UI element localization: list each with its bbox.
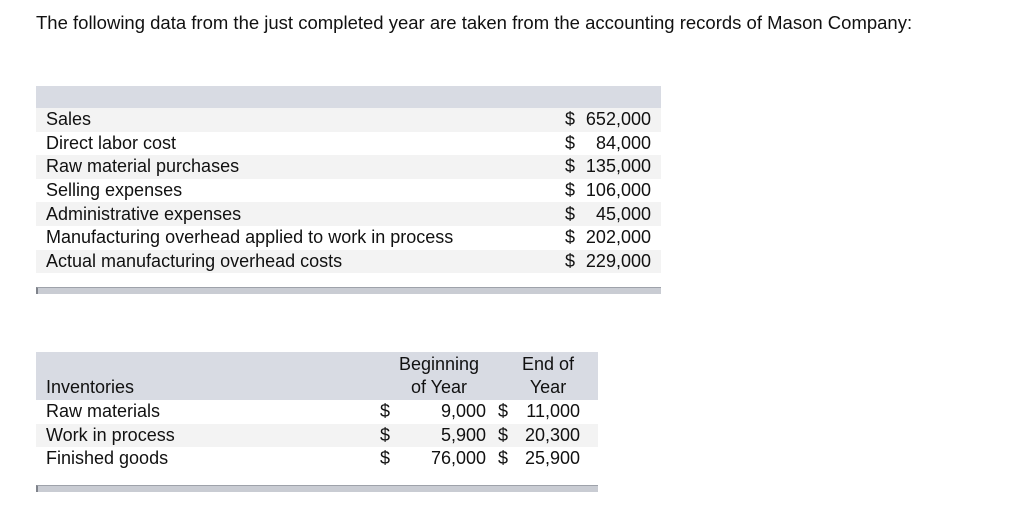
row-amount: 84,000 bbox=[595, 132, 651, 153]
currency-symbol: $ bbox=[565, 156, 576, 177]
inventories-header-label: Inventories bbox=[46, 377, 135, 397]
currency-symbol: $ bbox=[565, 203, 576, 224]
cost-data-table bbox=[36, 86, 661, 294]
column-header-line: Beginning bbox=[398, 354, 480, 374]
row-label: Finished goods bbox=[46, 448, 169, 469]
beginning-amount: 9,000 bbox=[440, 401, 486, 422]
table-row bbox=[36, 447, 598, 471]
intro-text: The following data from the just completed year are taken from the accounting records of Mason Company: bbox=[36, 12, 913, 33]
currency-symbol: $ bbox=[565, 109, 576, 130]
table-row bbox=[36, 250, 661, 274]
table-footer-rule bbox=[36, 485, 598, 492]
currency-symbol: $ bbox=[380, 401, 391, 422]
row-label: Selling expenses bbox=[46, 180, 183, 201]
ending-amount: 20,300 bbox=[524, 424, 580, 445]
row-label: Raw material purchases bbox=[46, 156, 240, 177]
table-row bbox=[36, 132, 661, 156]
beginning-amount: 76,000 bbox=[430, 448, 486, 469]
column-header-line: of Year bbox=[410, 377, 468, 397]
currency-symbol: $ bbox=[565, 250, 576, 271]
row-label: Direct labor cost bbox=[46, 132, 177, 153]
row-amount: 229,000 bbox=[585, 250, 651, 271]
end-of-year-header bbox=[498, 352, 598, 400]
ending-amount: 25,900 bbox=[524, 448, 580, 469]
row-label: Sales bbox=[46, 109, 92, 130]
currency-symbol: $ bbox=[565, 180, 576, 201]
currency-symbol: $ bbox=[380, 424, 391, 445]
currency-symbol: $ bbox=[565, 132, 576, 153]
currency-symbol: $ bbox=[380, 448, 391, 469]
table-row bbox=[36, 179, 661, 203]
inventories-table bbox=[36, 352, 598, 492]
row-amount: 135,000 bbox=[585, 156, 651, 177]
ending-amount: 11,000 bbox=[526, 401, 580, 422]
table-row bbox=[36, 202, 661, 226]
row-label: Work in process bbox=[46, 424, 175, 445]
table-header-band bbox=[36, 86, 661, 108]
row-amount: 652,000 bbox=[585, 109, 651, 130]
table-row bbox=[36, 400, 598, 424]
table-row bbox=[36, 155, 661, 179]
currency-symbol: $ bbox=[498, 448, 509, 469]
beginning-amount: 5,900 bbox=[440, 424, 486, 445]
row-amount: 106,000 bbox=[585, 180, 651, 201]
inventories-header bbox=[36, 352, 598, 400]
row-label: Actual manufacturing overhead costs bbox=[46, 250, 343, 271]
table-row bbox=[36, 424, 598, 448]
row-label: Raw materials bbox=[46, 401, 161, 422]
table-footer-rule bbox=[36, 287, 661, 294]
row-amount: 45,000 bbox=[595, 203, 651, 224]
currency-symbol: $ bbox=[498, 424, 509, 445]
currency-symbol: $ bbox=[565, 227, 576, 248]
column-header-line: End of bbox=[521, 354, 575, 374]
row-amount: 202,000 bbox=[585, 227, 651, 248]
table-row bbox=[36, 108, 661, 132]
row-label: Administrative expenses bbox=[46, 203, 242, 224]
column-header-line: Year bbox=[529, 377, 567, 397]
currency-symbol: $ bbox=[498, 401, 509, 422]
table-row bbox=[36, 226, 661, 250]
beginning-of-year-header bbox=[380, 352, 498, 400]
row-label: Manufacturing overhead applied to work in process bbox=[46, 227, 454, 248]
